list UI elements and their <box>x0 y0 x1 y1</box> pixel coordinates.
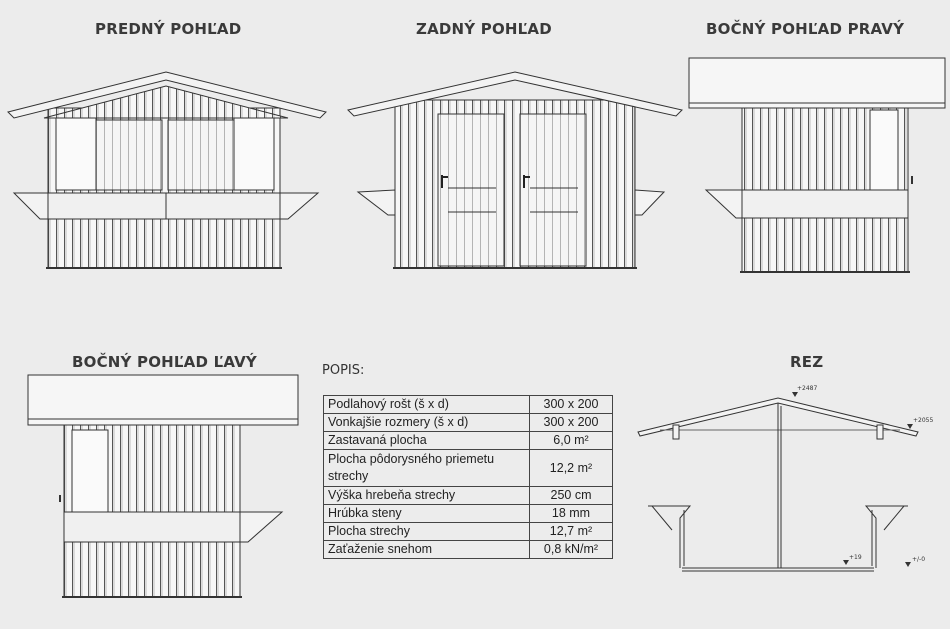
spec-label: Zaťaženie snehom <box>324 541 530 559</box>
spec-label: Zastavaná plocha <box>324 432 530 450</box>
spec-value: 300 x 200 <box>530 414 613 432</box>
back-view-drawing <box>348 72 682 268</box>
spec-value: 18 mm <box>530 505 613 523</box>
spec-value: 250 cm <box>530 487 613 505</box>
back-view-title: ZADNÝ POHĽAD <box>416 20 552 38</box>
description-label: POPIS: <box>322 363 365 378</box>
left-view-drawing <box>28 375 298 597</box>
table-row <box>324 414 613 432</box>
spec-value: 12,7 m² <box>530 523 613 541</box>
level-eave-label: +2055 <box>913 417 934 424</box>
spec-value: 6,0 m² <box>530 432 613 450</box>
level-floor-label: +19 <box>849 554 862 561</box>
right-view-drawing <box>689 58 945 272</box>
spec-label: Plocha strechy <box>324 523 530 541</box>
front-view-title: PREDNÝ POHĽAD <box>95 20 242 38</box>
spec-value: 300 x 200 <box>530 396 613 414</box>
table-row <box>324 523 613 541</box>
level-ground-label: +/-0 <box>912 556 926 563</box>
table-row <box>324 487 613 505</box>
spec-value: 12,2 m² <box>530 450 613 487</box>
spec-value: 0,8 kN/m² <box>530 541 613 559</box>
specs-table <box>323 395 613 559</box>
front-view-drawing <box>8 72 326 268</box>
level-ridge-label: +2487 <box>797 385 818 392</box>
spec-label: Výška hrebeňa strechy <box>324 487 530 505</box>
spec-label: Podlahový rošt (š x d) <box>324 396 530 414</box>
section-drawing <box>638 392 918 571</box>
left-view-title: BOČNÝ POHĽAD ĽAVÝ <box>72 353 257 371</box>
table-row <box>324 541 613 559</box>
table-row <box>324 505 613 523</box>
section-view-title: REZ <box>790 353 824 371</box>
table-row <box>324 432 613 450</box>
table-row <box>324 450 613 487</box>
spec-label: Hrúbka steny <box>324 505 530 523</box>
spec-label: Vonkajšie rozmery (š x d) <box>324 414 530 432</box>
right-view-title: BOČNÝ POHĽAD PRAVÝ <box>706 20 905 38</box>
table-row <box>324 396 613 414</box>
spec-label: Plocha pôdorysného priemetu strechy <box>324 450 530 487</box>
